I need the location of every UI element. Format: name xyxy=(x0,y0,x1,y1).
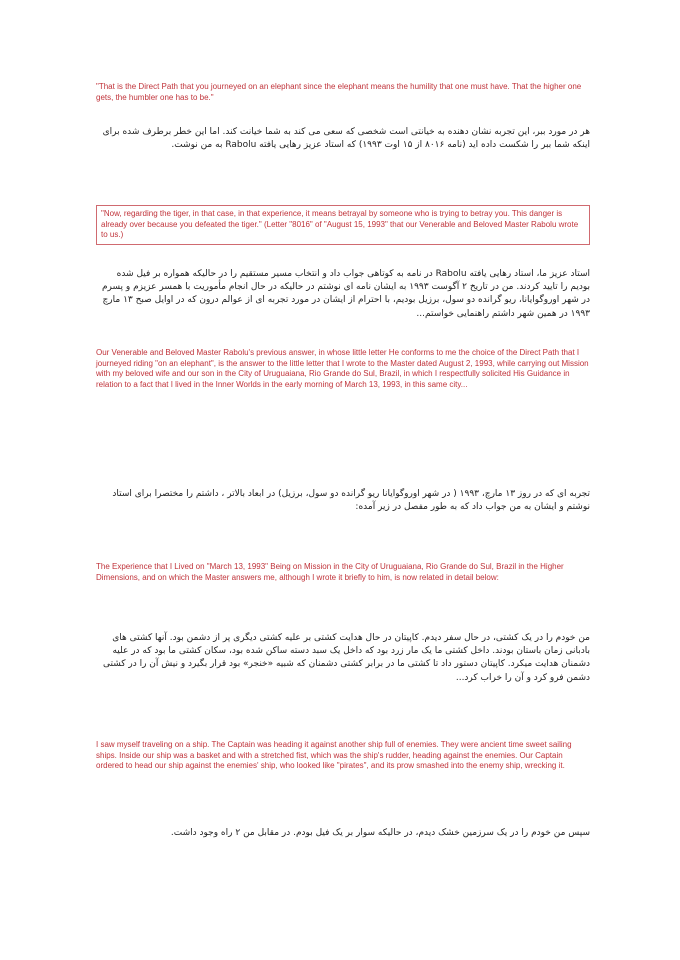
persian-paragraph-experience-intro: تجربه ای که در روز ۱۳ مارچ، ۱۹۹۳ ( در شهر اوروگوایانا ریو گرانده دو سول، برزیل) در ابعاد بالاتر ، داشتم را مختصرا برای استاد نوشتم و ایشان به من جواب داد که به طور مفصل در زیر آمده: xyxy=(112,489,590,513)
english-paragraph-previous-answer: Our Venerable and Beloved Master Rabolu's previous answer, in whose little letter He conforms to me the choice of the Direct Path that I journeyed riding "on an elephant", is the answer to the little letter that I wrote to the Master dated August 2, 1993, while carrying out Mission with my beloved wife and our son in the City of Uruguaiana, Rio Grande do Sul, Brazil, in which I respectfully solicited His Guidance in relation to a fact that I lived in the Inner Worlds in the early morning of March 13, 1993, in this same city... xyxy=(96,348,589,389)
english-quote-tiger-boxed: "Now, regarding the tiger, in that case, in that experience, it means betrayal by someone who is trying to betray you. This danger is already over because you defeated the tiger." (Letter "8016" of "August 15, 1993" that our Venerable and Beloved Master Rabolu wrote to us.) xyxy=(96,205,590,245)
english-quote-elephant: "That is the Direct Path that you journeyed on an elephant since the elephant means the humility that one must have. That the higher one gets, the humbler one has to be." xyxy=(96,82,582,102)
english-paragraph-ship: I saw myself traveling on a ship. The Captain was heading it against another ship full of enemies. They were ancient time sweet sailing ships. Inside our ship was a basket and with a stretched fist, which was the ship's rudder, heading against the enemies. Our Captain ordered to head our ship against the enemies' ship, who looked like "pirates", and its prow smashed into the enemy ship, wrecking it. xyxy=(96,740,572,771)
persian-paragraph-master-answer: استاد عزیز ما، استاد رهایی یافته Rabolu در نامه به کوتاهی جواب داد و انتخاب مسیر مستقیم را در حالیکه همواره بر فیل شده بودیم را تایید کردند. من در تاریخ ۲ آگوست ۱۹۹۳ به ایشان نامه ای نوشتم در حالیکه در حال انجام مأموریت با همسر عزیزم و پسرم در شهر اوروگوایانا، ریو گرانده دو سول، برزیل بودیم، با احترام از ایشان در مورد تجربه ای از عوالم درون که در اوایل صبح ۱۳ مارچ ۱۹۹۳ در همین شهر داشتم راهنمایی خواستم... xyxy=(101,269,590,319)
english-paragraph-experience-intro: The Experience that I Lived on "March 13, 1993" Being on Mission in the City of Uruguaiana, Rio Grande do Sul, Brazil in the Higher Dimensions, and on which the Master answers me, although I wrote it briefly to him, is now related in detail below: xyxy=(96,562,564,582)
persian-paragraph-tiger: هر در مورد ببر، این تجربه نشان دهنده به خیانتی است شخصی که سعی می کند به شما خیانت کند. اما این خطر برطرف شده برای اینکه شما ببر را شکست داده اید (نامه ۸۰۱۶ از ۱۵ اوت ۱۹۹۳) که استاد عزیز رهایی یافته Rabolu به من نوشت. xyxy=(102,127,590,151)
persian-paragraph-elephant-road: سپس من خودم را در یک سرزمین خشک دیدم، در حالیکه سوار بر یک فیل بودم. در مقابل من ۲ راه وجود داشت. xyxy=(170,828,590,838)
persian-paragraph-ship: من خودم را در یک کشتی، در حال سفر دیدم. کاپیتان در حال هدایت کشتی بر علیه کشتی دیگری پر از دشمن بود. آنها کشتی های بادبانی زمان باستان بودند. داخل کشتی ما یک مار زرد بود که داخل یک سبد دسته ساکن شده بود، سکان کشتی ما بود که در علیه دشمنان هدایت میکرد. کاپیتان دستور داد تا کشتی ما در برابر کشتی دشمنان که شبیه «خنجر» بود قرار بگیرد و نیش آن را در کشتی دشمن فرو کرد و آن را خراب کرد... xyxy=(102,633,590,683)
